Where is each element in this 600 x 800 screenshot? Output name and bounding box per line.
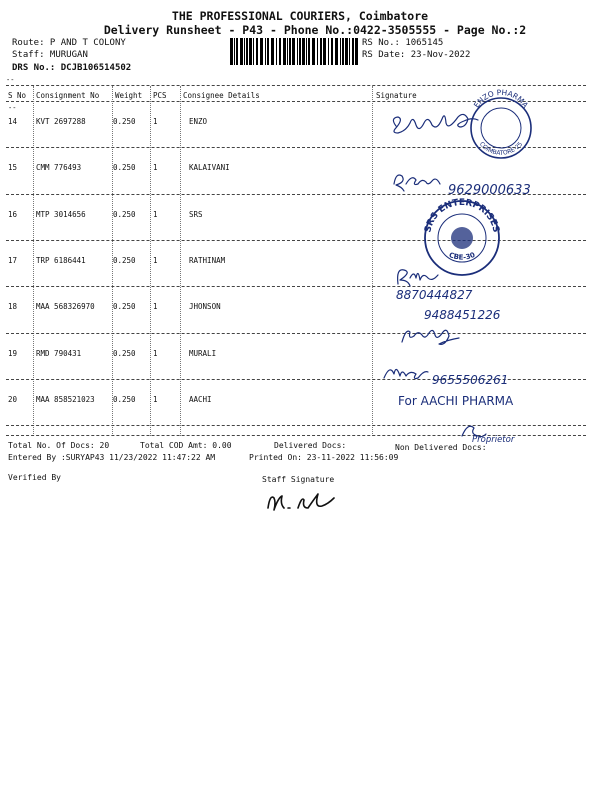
svg-text:COIMBATORE-25 <box>478 141 524 157</box>
cell-pcs: 1 <box>153 163 158 173</box>
verified-by: Verified By <box>8 473 61 482</box>
enzo-stamp-bottom: COIMBATORE-25 <box>477 140 525 157</box>
route-label: Route: P AND T COLONY <box>12 38 126 48</box>
delivered-docs: Delivered Docs: <box>274 441 347 450</box>
cell-pcs: 1 <box>153 117 158 126</box>
srs-stamp-top: SRS ENTERPRISES <box>423 197 501 234</box>
col-pcs: PCS <box>153 91 167 100</box>
col-divider <box>180 86 181 436</box>
srs-stamp-bottom: CBE-30 <box>447 250 477 262</box>
entered-by: Entered By :SURYAP43 11/23/2022 11:47:22 AM <box>8 453 216 462</box>
cell-consignment: KVT 2697288 <box>36 117 86 126</box>
cell-weight: 0.250 <box>113 348 136 358</box>
runsheet-title: Delivery Runsheet - P43 - Phone No.:0422-3505555 - Page No.:2 <box>103 23 527 37</box>
col-divider <box>150 86 151 436</box>
cell-sno: 15 <box>8 163 18 173</box>
col-signature: Signature <box>376 91 417 100</box>
cell-weight: 0.250 <box>113 163 136 173</box>
cell-weight: 0.250 <box>113 117 136 126</box>
svg-text:ENZO PHARMA <box>472 88 531 110</box>
col-divider <box>33 86 34 436</box>
phone-19: 9655506261 <box>432 373 509 387</box>
cell-sno: 19 <box>8 348 18 358</box>
cell-sno: 14 <box>8 117 18 126</box>
col-consignee: Consignee Details <box>183 91 260 100</box>
cell-sno: 17 <box>8 255 18 265</box>
staff-signature-image <box>262 486 362 516</box>
cell-weight: 0.250 <box>113 394 136 404</box>
rs-date: RS Date: 23-Nov-2022 <box>362 50 471 60</box>
cell-weight: 0.250 <box>113 302 136 312</box>
company-title: THE PROFESSIONAL COURIERS, Coimbatore <box>171 9 429 23</box>
row-marker: -- <box>8 104 17 112</box>
cell-consignment: MAA 858521023 <box>36 394 95 404</box>
phone-18: 9488451226 <box>424 308 501 322</box>
cell-weight: 0.250 <box>113 255 136 265</box>
col-weight: Weight <box>115 91 143 100</box>
staff-signature-label: Staff Signature <box>262 475 335 484</box>
cell-consignee: ENZO <box>189 117 208 126</box>
cell-consignment: MAA 568326970 <box>36 302 95 312</box>
aachi-role: Proprietor <box>472 435 515 445</box>
non-delivered-docs: Non Delivered Docs: <box>395 443 487 452</box>
table-top-rule <box>6 85 586 86</box>
total-cod: Total COD Amt: 0.00 <box>140 441 232 450</box>
col-divider <box>372 86 373 436</box>
cell-weight: 0.250 <box>113 209 136 219</box>
cell-sno: 18 <box>8 302 18 312</box>
barcode-image <box>230 38 358 65</box>
cell-consignment: CMM 776493 <box>36 163 82 173</box>
cell-sno: 16 <box>8 209 18 219</box>
cell-pcs: 1 <box>153 255 158 265</box>
phone-17: 8870444827 <box>396 288 473 302</box>
cell-pcs: 1 <box>153 394 158 404</box>
cell-consignee: KALAIVANI <box>189 163 230 173</box>
cell-sno: 20 <box>8 394 18 404</box>
signatures-image <box>380 88 590 448</box>
aachi-stamp: For AACHI PHARMA <box>398 394 514 408</box>
phone-15: 9629000633 <box>448 183 531 198</box>
cell-consignment: TRP 6186441 <box>36 255 86 265</box>
rs-number: RS No.: 1065145 <box>362 38 444 48</box>
cell-consignee: AACHI <box>189 394 212 404</box>
printed-on: Printed On: 23-11-2022 11:56:09 <box>249 453 399 462</box>
cell-pcs: 1 <box>153 302 158 312</box>
cell-consignment: MTP 3014656 <box>36 209 86 219</box>
drs-number: DRS No.: DCJB106514502 <box>12 63 132 73</box>
cell-consignee: RATHINAM <box>189 255 226 265</box>
col-consignment: Consignment No <box>36 91 100 100</box>
srs-stamp <box>423 198 500 275</box>
col-sno: S No <box>8 91 27 100</box>
cell-consignee: JHONSON <box>189 302 221 312</box>
cell-consignee: MURALI <box>189 348 217 358</box>
table-top-marker: -- <box>6 76 15 84</box>
cell-pcs: 1 <box>153 348 158 358</box>
enzo-stamp-top: ENZO PHARMA <box>471 88 531 110</box>
cell-pcs: 1 <box>153 209 158 219</box>
staff-label: Staff: MURUGAN <box>12 50 88 60</box>
enzo-stamp <box>471 88 531 158</box>
cell-consignee: SRS <box>189 209 203 219</box>
total-docs: Total No. Of Docs: 20 <box>8 441 110 450</box>
cell-consignment: RMD 790431 <box>36 348 82 358</box>
